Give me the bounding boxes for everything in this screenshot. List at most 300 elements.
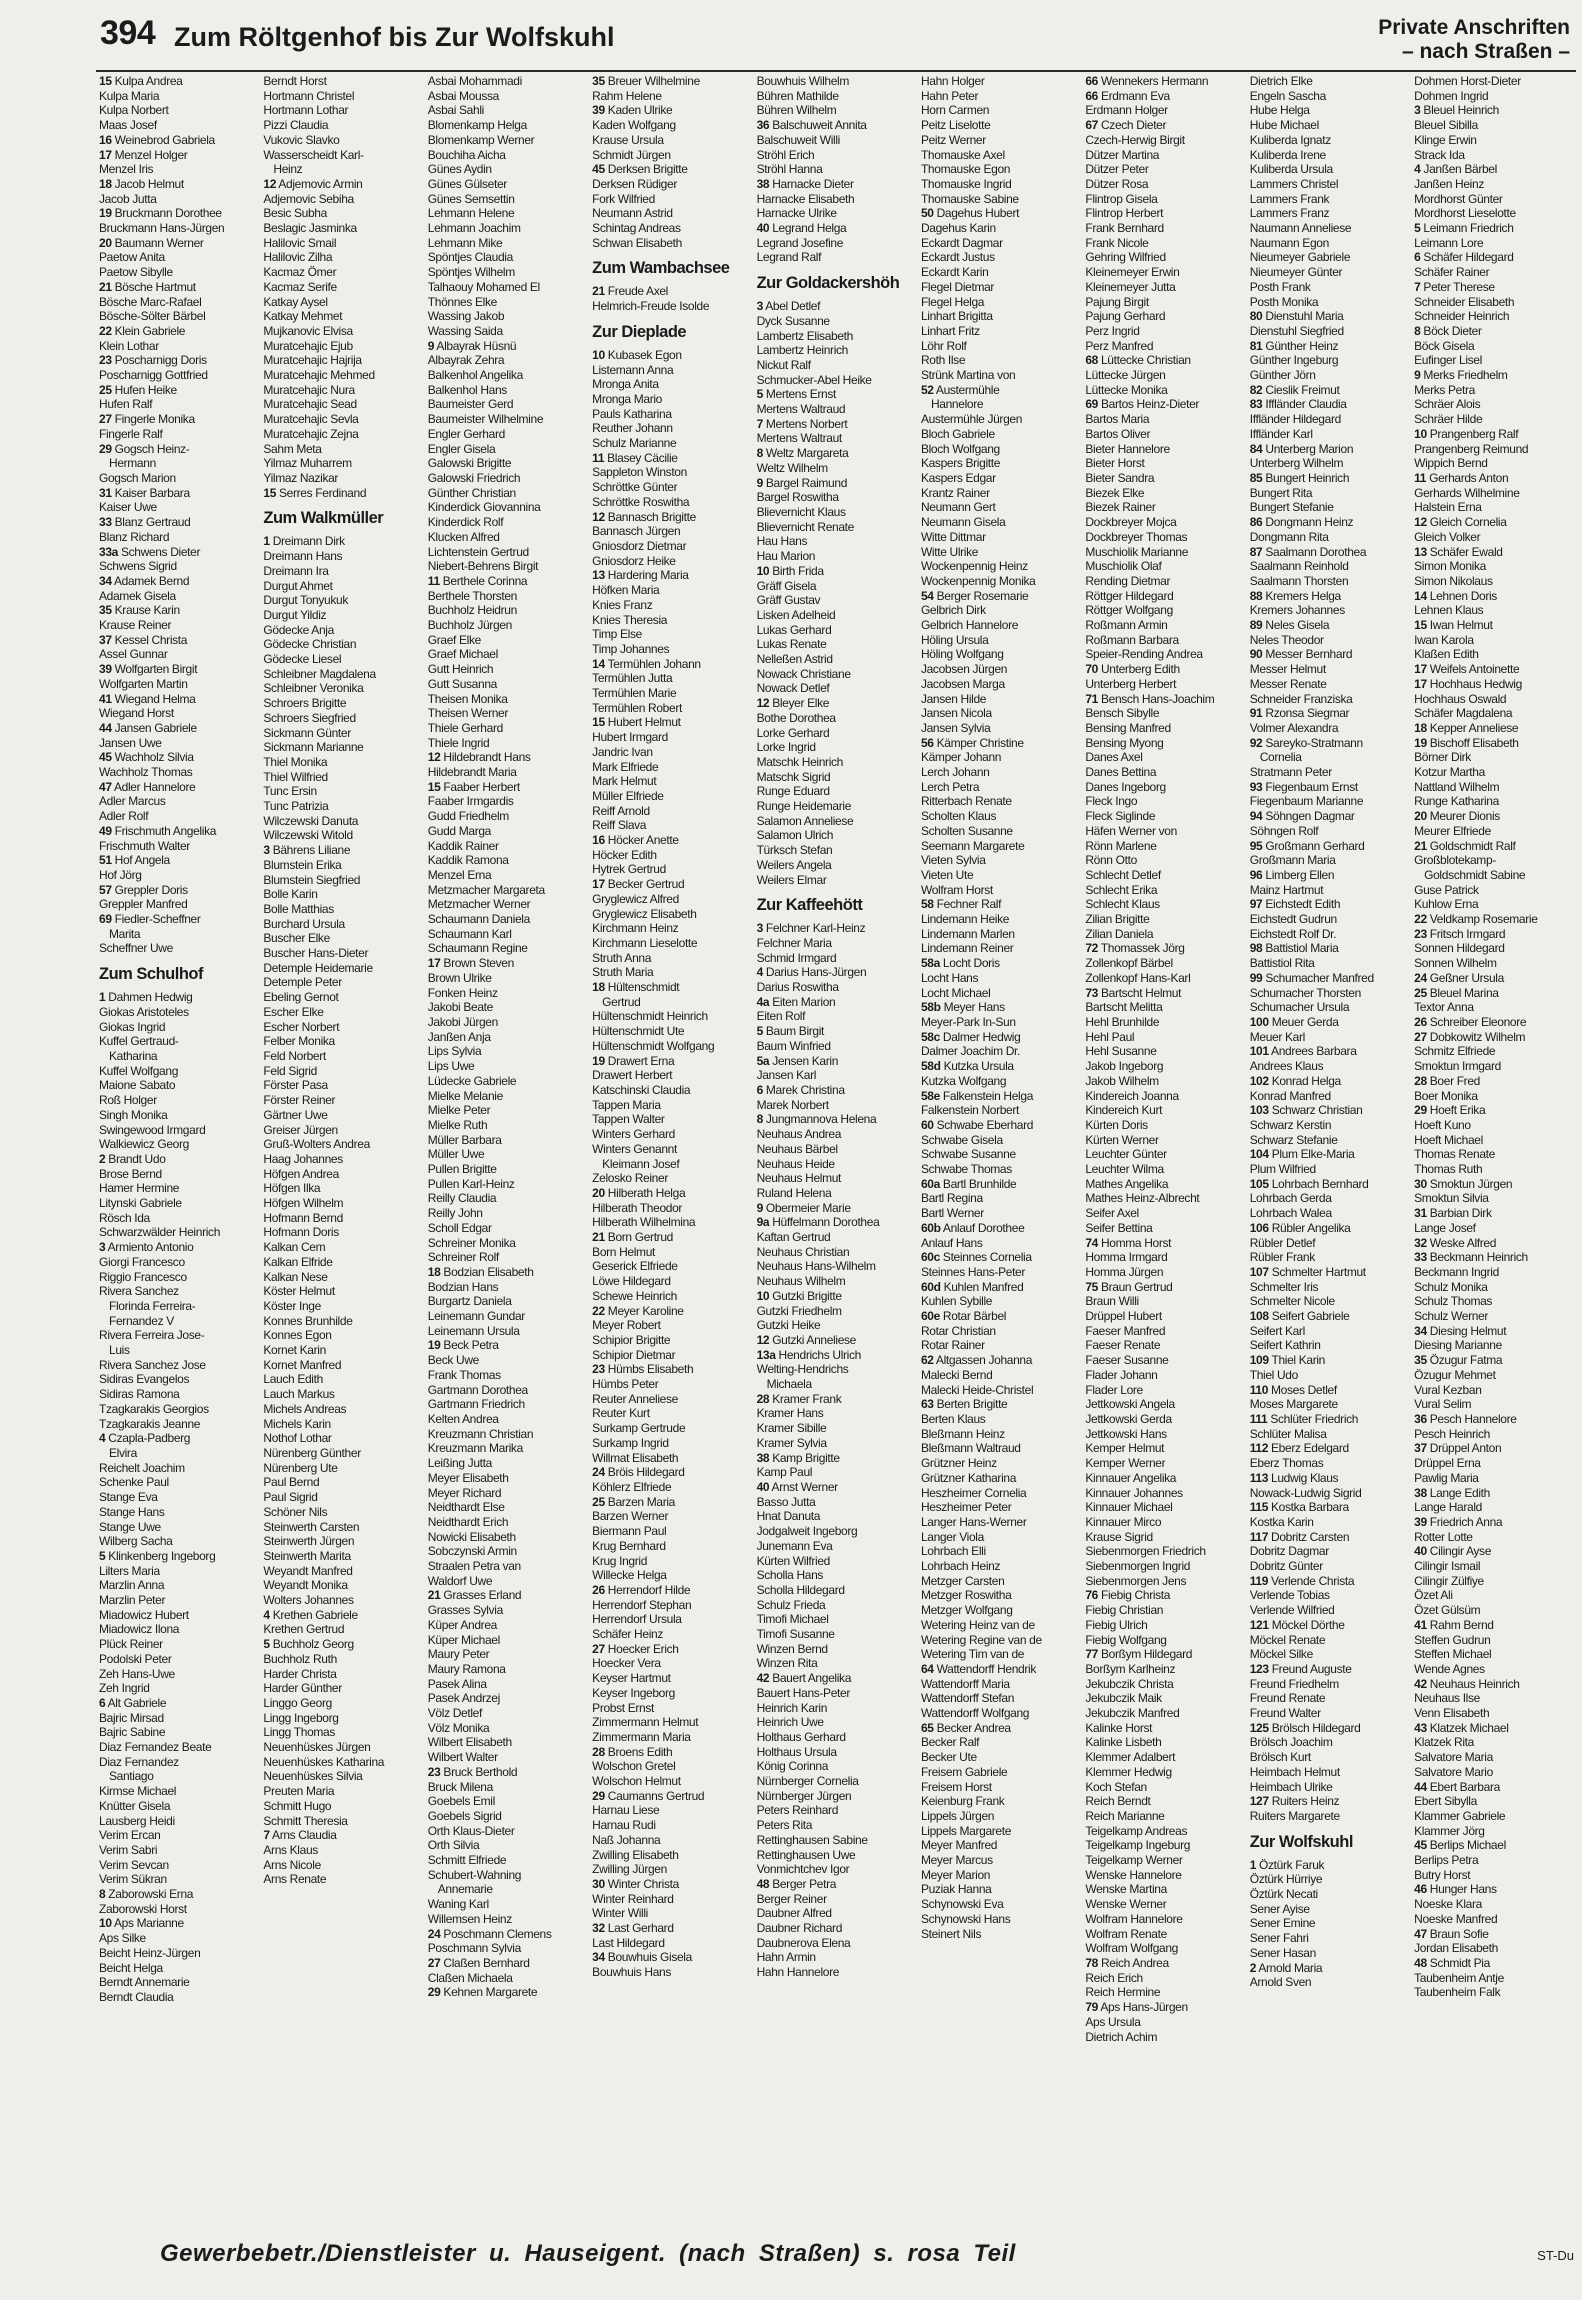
directory-entry: Kalkan Nese (263, 1269, 328, 1284)
directory-entry: Bauert Hans-Peter (756, 1685, 850, 1700)
house-number: 29 (99, 441, 112, 456)
directory-entry: Neumann Gert (920, 500, 996, 515)
directory-entry: Wockenpennig Monika (920, 573, 1036, 588)
directory-entry: Bösche Marc-Rafael (99, 294, 202, 309)
directory-entry: Engler Gerhard (427, 426, 505, 441)
directory-entry: Schubert-Wahning (427, 1867, 522, 1882)
directory-entry: Posth Frank (1249, 279, 1311, 294)
directory-entry: 100 Meuer Gerda (1249, 1015, 1339, 1029)
house-number: 18 (427, 1264, 441, 1279)
directory-entry: 17 Menzel Holger (99, 147, 188, 162)
directory-entry: Jacob Jutta (99, 191, 157, 206)
directory-entry: 45 Derksen Brigitte (592, 162, 688, 177)
directory-entry: 104 Plum Elke-Maria (1249, 1147, 1355, 1162)
directory-entry: Schmitt Theresia (263, 1813, 348, 1828)
directory-entry: Pizzi Claudia (263, 118, 329, 133)
directory-entry: Rivera Ferreira Jose- (99, 1328, 205, 1343)
directory-entry: Rotter Lotte (1414, 1529, 1473, 1544)
house-number: 29 (427, 1985, 441, 2000)
directory-entry: Harnacke Ulrike (756, 206, 837, 221)
directory-entry: Thomauske Sabine (920, 191, 1019, 206)
directory-entry: 105 Lohrbach Bernhard (1249, 1176, 1369, 1191)
directory-entry: Anlauf Hans (920, 1235, 983, 1250)
directory-entry: Bungert Stefanie (1249, 500, 1334, 515)
house-number: 74 (1085, 1235, 1098, 1250)
directory-entry: Volmer Alexandra (1249, 720, 1339, 735)
directory-entry: Kaspers Edgar (920, 470, 996, 485)
section-label-line: – nach Straßen – (1401, 40, 1570, 63)
directory-entry: 37 Drüppel Anton (1414, 1441, 1502, 1456)
directory-entry: 36 Balschuweit Annita (756, 118, 867, 133)
directory-entry: Metzmacher Margareta (427, 882, 545, 897)
directory-entry: Hilberath Theodor (592, 1200, 683, 1215)
directory-entry: Lüdecke Gabriele (427, 1073, 517, 1088)
house-number: 33 (1414, 1250, 1427, 1265)
directory-entry: Zilian Daniela (1085, 926, 1154, 941)
directory-entry: Felchner Maria (756, 935, 832, 950)
directory-entry: Graef Michael (427, 647, 498, 662)
directory-entry: Berger Reiner (756, 1891, 827, 1906)
house-number: 119 (1249, 1573, 1269, 1588)
directory-entry: 86 Dongmann Heinz (1249, 515, 1354, 530)
directory-entry: Peitz Liselotte (920, 118, 991, 133)
house-number: 63 (920, 1397, 934, 1412)
house-number: 40 (756, 1479, 770, 1494)
directory-entry: Nieumeyer Günter (1249, 265, 1343, 280)
directory-entry: 34 Diesing Helmut (1414, 1323, 1507, 1338)
directory-entry: Jakob Ingeborg (1085, 1059, 1164, 1074)
directory-entry: 47 Adler Hannelore (99, 779, 196, 794)
directory-entry: Jettkowski Angela (1085, 1397, 1175, 1412)
directory-entry: Wolfgarten Martin (99, 676, 188, 691)
directory-entry: Bensing Manfred (1085, 720, 1171, 735)
directory-entry: Noeske Klara (1414, 1897, 1482, 1912)
directory-entry: Frischmuth Walter (99, 838, 190, 853)
directory-entry: Neuhaus Ilse (1414, 1691, 1480, 1706)
house-number: 36 (756, 118, 770, 133)
directory-entry: Perz Manfred (1085, 338, 1154, 353)
directory-entry: Helmrich-Freude Isolde (592, 299, 710, 314)
directory-entry: Pauls Katharina (592, 406, 672, 421)
directory-entry: Neuhaus Christian (756, 1244, 850, 1259)
directory-entry: Weyandt Monika (263, 1578, 348, 1593)
directory-entry: Peters Reinhard (756, 1803, 839, 1818)
directory-entry: 18 Kepper Anneliese (1414, 720, 1519, 735)
directory-entry: Muratcehajic Zejna (263, 426, 359, 441)
directory-entry: Lindemann Marlen (920, 926, 1015, 941)
directory-entry: Muratcehajic Sead (263, 397, 357, 412)
directory-entry: Kreuzmann Marika (427, 1441, 523, 1456)
directory-entry: Junemann Eva (756, 1538, 833, 1553)
directory-entry: Berlips Petra (1414, 1853, 1479, 1868)
directory-entry: 88 Kremers Helga (1249, 588, 1341, 603)
directory-entry: 33 Beckmann Heinrich (1414, 1250, 1528, 1265)
directory-entry: Arns Klaus (263, 1842, 318, 1857)
directory-entry: Knütter Gisela (99, 1798, 171, 1813)
house-number: 97 (1249, 897, 1263, 912)
directory-entry: Katkay Mehmet (263, 309, 343, 324)
directory-entry: Poschmann Sylvia (427, 1941, 521, 1956)
directory-entry: Termühlen Jutta (592, 671, 673, 686)
directory-entry: Eberz Thomas (1249, 1456, 1324, 1471)
directory-entry: Maione Sabato (99, 1078, 176, 1093)
directory-entry: Lorke Ingrid (756, 740, 816, 755)
directory-entry: Horn Carmen (920, 103, 990, 118)
directory-entry: Kinnauer Angelika (1085, 1470, 1177, 1485)
directory-entry: 58b Meyer Hans (920, 1000, 1005, 1015)
house-number: 1 (263, 534, 270, 549)
directory-entry: Metzger Roswitha (920, 1588, 1012, 1603)
directory-entry: Burchard Ursula (263, 916, 345, 931)
directory-entry: Langer Hans-Werner (920, 1514, 1027, 1529)
directory-entry: 9 Albayrak Hüsnü (427, 338, 517, 353)
directory-entry: Gutzki Heike (756, 1318, 821, 1333)
directory-entry: Neuenhüskes Jürgen (263, 1740, 371, 1755)
directory-entry: Schumacher Ursula (1249, 1000, 1350, 1015)
directory-entry: Neuhaus Wilhelm (756, 1274, 846, 1289)
directory-entry: Kalinke Lisbeth (1085, 1735, 1162, 1750)
directory-entry: Daubnerova Elena (756, 1935, 851, 1950)
directory-entry: Gutzki Friedhelm (756, 1303, 842, 1318)
directory-entry: Besic Subha (263, 206, 327, 221)
directory-entry: Iffländer Karl (1249, 426, 1313, 441)
directory-entry: Merks Petra (1414, 382, 1475, 397)
directory-entry: 5 Mertens Ernst (756, 387, 837, 402)
directory-entry: 45 Wachholz Silvia (99, 750, 194, 765)
directory-entry: 103 Schwarz Christian (1249, 1103, 1363, 1118)
directory-entry: Schmitt Hugo (263, 1798, 332, 1813)
directory-entry: 38 Lange Edith (1414, 1485, 1490, 1500)
directory-entry: Gniosdorz Heike (592, 553, 676, 568)
directory-entry: Kaddik Rainer (427, 838, 499, 853)
directory-entry: Wattendorff Stefan (920, 1691, 1015, 1706)
directory-entry: Matschk Sigrid (756, 769, 831, 784)
directory-entry: Reuther Johann (592, 421, 673, 436)
directory-entry: Miadowicz Ilona (99, 1622, 180, 1637)
directory-entry: Witte Dittmar (920, 529, 986, 544)
directory-entry: Schreiner Monika (427, 1235, 516, 1250)
directory-entry: Kremers Johannes (1249, 603, 1345, 618)
house-number: 15 (99, 74, 112, 88)
directory-entry: Vonmichtchev Igor (756, 1862, 850, 1877)
house-number: 57 (99, 882, 112, 897)
directory-entry: Plück Reiner (99, 1637, 163, 1652)
directory-entry: Posth Monika (1249, 294, 1319, 309)
directory-entry: Schlecht Klaus (1085, 897, 1160, 912)
directory-entry: Arns Nicole (263, 1857, 321, 1872)
house-number: 17 (427, 956, 441, 971)
directory-entry: Kutzka Wolfgang (920, 1073, 1007, 1088)
directory-entry: Vieten Ute (920, 867, 974, 882)
directory-entry: Kirchmann Heinz (592, 921, 679, 936)
directory-entry: Keyser Hartmut (592, 1671, 671, 1686)
directory-entry: Locht Michael (920, 985, 991, 1000)
listing-column (754, 74, 918, 2214)
directory-entry: 54 Berger Rosemarie (920, 588, 1029, 603)
directory-entry: Legrand Ralf (756, 250, 822, 265)
directory-entry: Wolfram Hannelore (1085, 1911, 1183, 1926)
directory-entry: Günther Ingeburg (1249, 353, 1339, 368)
directory-entry: Flintrop Herbert (1085, 206, 1164, 221)
directory-entry: 22 Veldkamp Rosemarie (1414, 912, 1538, 927)
directory-entry: 39 Wolfgarten Birgit (99, 662, 198, 677)
directory-entry: Jakobi Beate (427, 1000, 493, 1015)
directory-entry: Sobczynski Armin (427, 1544, 517, 1559)
directory-entry: Bouwhuis Hans (592, 1965, 672, 1980)
directory-entry: Feld Norbert (263, 1049, 326, 1063)
directory-entry: Pawlig Maria (1414, 1470, 1479, 1485)
directory-entry: Lohrbach Heinz (920, 1559, 1001, 1574)
directory-entry: Sahm Meta (263, 441, 322, 456)
house-number: 14 (1414, 588, 1427, 603)
directory-entry: 28 Kramer Frank (756, 1391, 842, 1406)
house-number: 46 (1414, 1882, 1427, 1897)
directory-entry: Hahn Holger (920, 74, 985, 88)
directory-entry: Pajung Gerhard (1085, 309, 1166, 324)
directory-entry: Mathes Angelika (1085, 1176, 1169, 1191)
directory-entry: Matschk Heinrich (756, 754, 843, 769)
directory-entry: 18 Hültenschmidt (592, 980, 680, 995)
footer-code: ST-Du (1537, 2248, 1574, 2263)
directory-entry: Cilingir Zülfiye (1414, 1573, 1484, 1588)
directory-entry: Stratmann Peter (1249, 765, 1332, 780)
directory-entry: 23 Fritsch Irmgard (1414, 926, 1506, 941)
directory-entry: Lukas Gerhard (756, 622, 832, 637)
directory-entry: Buscher Elke (263, 931, 330, 946)
directory-entry: Theisen Monika (427, 691, 508, 706)
directory-entry: Goebels Emil (427, 1794, 495, 1809)
directory-entry: Dohmen Ingrid (1414, 88, 1489, 103)
directory-entry: 48 Schmidt Pia (1414, 1956, 1490, 1970)
directory-entry: Kämper Johann (920, 750, 1002, 765)
house-number: 21 (99, 279, 112, 294)
directory-entry: Kacmaz Serife (263, 279, 337, 294)
directory-entry: Reuter Kurt (592, 1406, 650, 1421)
directory-entry: Börner Dirk (1414, 750, 1471, 765)
directory-entry: Balkenhol Hans (427, 382, 507, 397)
house-number: 28 (1414, 1073, 1427, 1088)
house-number: 1 (99, 990, 106, 1005)
house-number: 15 (263, 485, 277, 500)
directory-entry: Lammers Frank (1249, 191, 1330, 206)
house-number: 117 (1249, 1529, 1269, 1544)
directory-entry: 10 Birth Frida (756, 563, 824, 578)
directory-entry: 38 Kamp Brigitte (756, 1450, 840, 1465)
directory-entry: Konrad Manfred (1249, 1088, 1331, 1103)
directory-entry: Wende Agnes (1414, 1661, 1485, 1676)
directory-entry: 1 Dahmen Hedwig (99, 990, 193, 1005)
directory-entry: 3 Felchner Karl-Heinz (756, 921, 866, 936)
directory-entry: Tzagkarakis Jeanne (99, 1416, 201, 1431)
directory-entry: Balkenhol Angelika (427, 368, 523, 383)
house-number: 15 (427, 779, 441, 794)
directory-entry: 13a Hendrichs Ulrich (756, 1347, 861, 1362)
directory-entry: Neuhaus Helmut (756, 1171, 842, 1186)
directory-entry: Michaela (766, 1377, 812, 1392)
directory-entry: Lohrbach Gerda (1249, 1191, 1332, 1206)
directory-entry: Flegel Helga (920, 294, 985, 309)
directory-entry: Zilian Brigitte (1085, 912, 1150, 927)
house-number: 14 (592, 656, 605, 671)
directory-entry: Kaden Wolfgang (592, 118, 676, 133)
directory-entry: Türksch Stefan (756, 843, 833, 858)
directory-entry: Schwabe Susanne (920, 1147, 1016, 1162)
directory-entry: Ströhl Hanna (756, 162, 823, 177)
directory-entry: Locht Hans (920, 970, 979, 985)
directory-entry: Mark Helmut (592, 774, 657, 789)
directory-entry: 22 Meyer Karoline (592, 1303, 684, 1318)
directory-entry: Brose Bernd (99, 1166, 162, 1181)
directory-entry: 3 Bleuel Heinrich (1414, 103, 1499, 118)
directory-entry: Jakob Wilhelm (1085, 1073, 1159, 1088)
directory-entry: Bolle Karin (263, 887, 318, 902)
directory-entry: Verim Ercan (99, 1828, 161, 1843)
directory-entry: Krause Reiner (99, 618, 172, 633)
directory-entry: Hoeft Michael (1414, 1132, 1483, 1147)
directory-entry: Bouchiha Aicha (427, 147, 506, 162)
house-number: 18 (1414, 720, 1427, 735)
directory-entry: Termühlen Marie (592, 686, 677, 701)
directory-entry: Danes Axel (1085, 750, 1143, 765)
house-number: 94 (1249, 809, 1263, 824)
directory-entry: Bensing Myong (1085, 735, 1164, 750)
directory-entry: Greppler Manfred (99, 897, 188, 912)
directory-entry: Hoeft Kuno (1414, 1117, 1471, 1132)
directory-entry: Mertens Waltraud (756, 402, 846, 417)
house-number: 49 (99, 823, 112, 838)
listing-columns (96, 74, 1576, 2214)
directory-entry: Halilovic Smail (263, 235, 337, 250)
house-number: 48 (756, 1876, 770, 1891)
directory-entry: Peters Rita (756, 1818, 813, 1833)
house-number: 37 (1414, 1441, 1427, 1456)
directory-entry: Sener Ayise (1249, 1901, 1310, 1916)
directory-entry: Basso Jutta (756, 1494, 816, 1509)
directory-entry: Schräer Alois (1414, 397, 1481, 412)
directory-entry: 60a Bartl Brunhilde (920, 1176, 1017, 1191)
directory-entry: Lehmann Joachim (427, 221, 521, 236)
directory-entry: 30 Winter Christa (592, 1876, 679, 1891)
directory-entry: Wetering Heinz van de (920, 1617, 1035, 1632)
directory-entry: Vural Selim (1414, 1397, 1472, 1412)
directory-entry: Knies Theresia (592, 612, 668, 627)
house-number: 24 (1414, 970, 1427, 985)
directory-entry: 11 Berthele Corinna (427, 573, 528, 588)
directory-entry: Barzen Werner (592, 1509, 669, 1524)
house-number: 27 (1414, 1029, 1427, 1044)
house-number: 5 (99, 1548, 106, 1563)
directory-entry: Reiff Slava (592, 818, 647, 833)
directory-entry: Bungert Rita (1249, 485, 1313, 500)
directory-entry: Becker Ute (920, 1750, 977, 1765)
directory-entry: Balschuweit Willi (756, 132, 840, 147)
directory-entry: Wippich Bernd (1414, 456, 1488, 471)
directory-entry: Freund Renate (1249, 1691, 1326, 1706)
directory-entry: Freisem Gabriele (920, 1764, 1008, 1779)
directory-entry: Rending Dietmar (1085, 573, 1171, 588)
directory-entry: Schulz Werner (1414, 1309, 1489, 1324)
house-number: 100 (1249, 1015, 1269, 1029)
directory-entry: Kinderdick Giovannina (427, 500, 541, 515)
house-number: 23 (592, 1362, 605, 1377)
street-heading: Zur Goldackershöh (756, 274, 900, 293)
directory-entry: 27 Dobkowitz Wilhelm (1414, 1029, 1526, 1044)
directory-entry: Talhaouy Mohamed El (427, 279, 540, 294)
directory-entry: Kostka Karin (1249, 1514, 1314, 1529)
house-number: 9a (756, 1215, 770, 1230)
directory-entry: Hytrek Gertrud (592, 862, 666, 877)
directory-entry: Lehmann Mike (427, 235, 503, 250)
house-number: 102 (1249, 1073, 1269, 1088)
directory-entry: Meuer Karl (1249, 1029, 1305, 1044)
house-number: 21 (592, 1230, 605, 1245)
house-number: 9 (1414, 368, 1421, 383)
directory-entry: Bartos Maria (1085, 412, 1150, 427)
directory-entry: 43 Klatzek Michael (1414, 1720, 1509, 1735)
directory-entry: Schwarz Kerstin (1249, 1117, 1332, 1132)
directory-entry: Gärtner Uwe (263, 1107, 328, 1122)
directory-entry: Danes Ingeborg (1085, 779, 1166, 794)
directory-entry: Herrendorf Ursula (592, 1612, 682, 1627)
directory-entry: 42 Neuhaus Heinrich (1414, 1676, 1520, 1691)
directory-entry: Flader Lore (1085, 1382, 1143, 1397)
directory-entry: Nothof Lothar (263, 1431, 332, 1446)
directory-entry: 5a Jensen Karin (756, 1053, 839, 1068)
directory-entry: Kinderdick Rolf (427, 515, 504, 530)
house-number: 20 (99, 235, 112, 250)
directory-entry: Derksen Rüdiger (592, 176, 677, 191)
house-number: 95 (1249, 838, 1263, 853)
directory-entry: 119 Verlende Christa (1249, 1573, 1355, 1588)
directory-entry: Willmat Elisabeth (592, 1450, 679, 1465)
directory-entry: Timofi Michael (756, 1612, 829, 1627)
directory-entry: Durgut Yildiz (263, 607, 327, 622)
house-number: 62 (920, 1353, 934, 1368)
directory-entry: Schaumann Daniela (427, 912, 530, 927)
directory-entry: 85 Bungert Heinrich (1249, 470, 1350, 485)
directory-entry: Metzger Wolfgang (920, 1603, 1013, 1618)
house-number: 109 (1249, 1353, 1269, 1368)
directory-entry: Kuhlen Sybille (920, 1294, 993, 1309)
house-number: 25 (592, 1494, 605, 1509)
directory-entry: Bargel Roswitha (756, 490, 839, 505)
directory-entry: Berndt Claudia (99, 1990, 174, 2004)
directory-entry: Steffen Michael (1414, 1647, 1492, 1662)
directory-entry: 112 Eberz Edelgard (1249, 1441, 1349, 1456)
directory-entry: Giorgi Francesco (99, 1254, 185, 1269)
directory-entry: 48 Berger Petra (756, 1876, 837, 1891)
directory-entry: Sidiras Evangelos (99, 1372, 190, 1387)
directory-entry: Wachholz Thomas (99, 765, 193, 780)
directory-entry: Mark Elfriede (592, 759, 659, 774)
directory-entry: Ruiters Margarete (1249, 1808, 1340, 1823)
directory-entry: Weltz Wilhelm (756, 460, 828, 475)
directory-entry: Schmelter Nicole (1249, 1294, 1335, 1309)
directory-entry: Runge Katharina (1414, 794, 1499, 809)
directory-entry: Engeln Sascha (1249, 88, 1326, 103)
directory-entry: Schwabe Thomas (920, 1162, 1012, 1177)
house-number: 28 (756, 1391, 770, 1406)
directory-entry: Schynowski Hans (920, 1911, 1011, 1926)
directory-entry: Langer Viola (920, 1529, 984, 1544)
directory-entry: Buchholz Jürgen (427, 618, 512, 633)
directory-entry: 1 Öztürk Faruk (1249, 1857, 1325, 1872)
directory-entry: Sickmann Marianne (263, 740, 364, 755)
directory-entry: Paul Sigrid (263, 1490, 318, 1505)
house-number: 31 (1414, 1206, 1427, 1221)
directory-entry: Lingg Ingeborg (263, 1710, 339, 1725)
directory-entry: 23 Bruck Berthold (427, 1764, 518, 1779)
